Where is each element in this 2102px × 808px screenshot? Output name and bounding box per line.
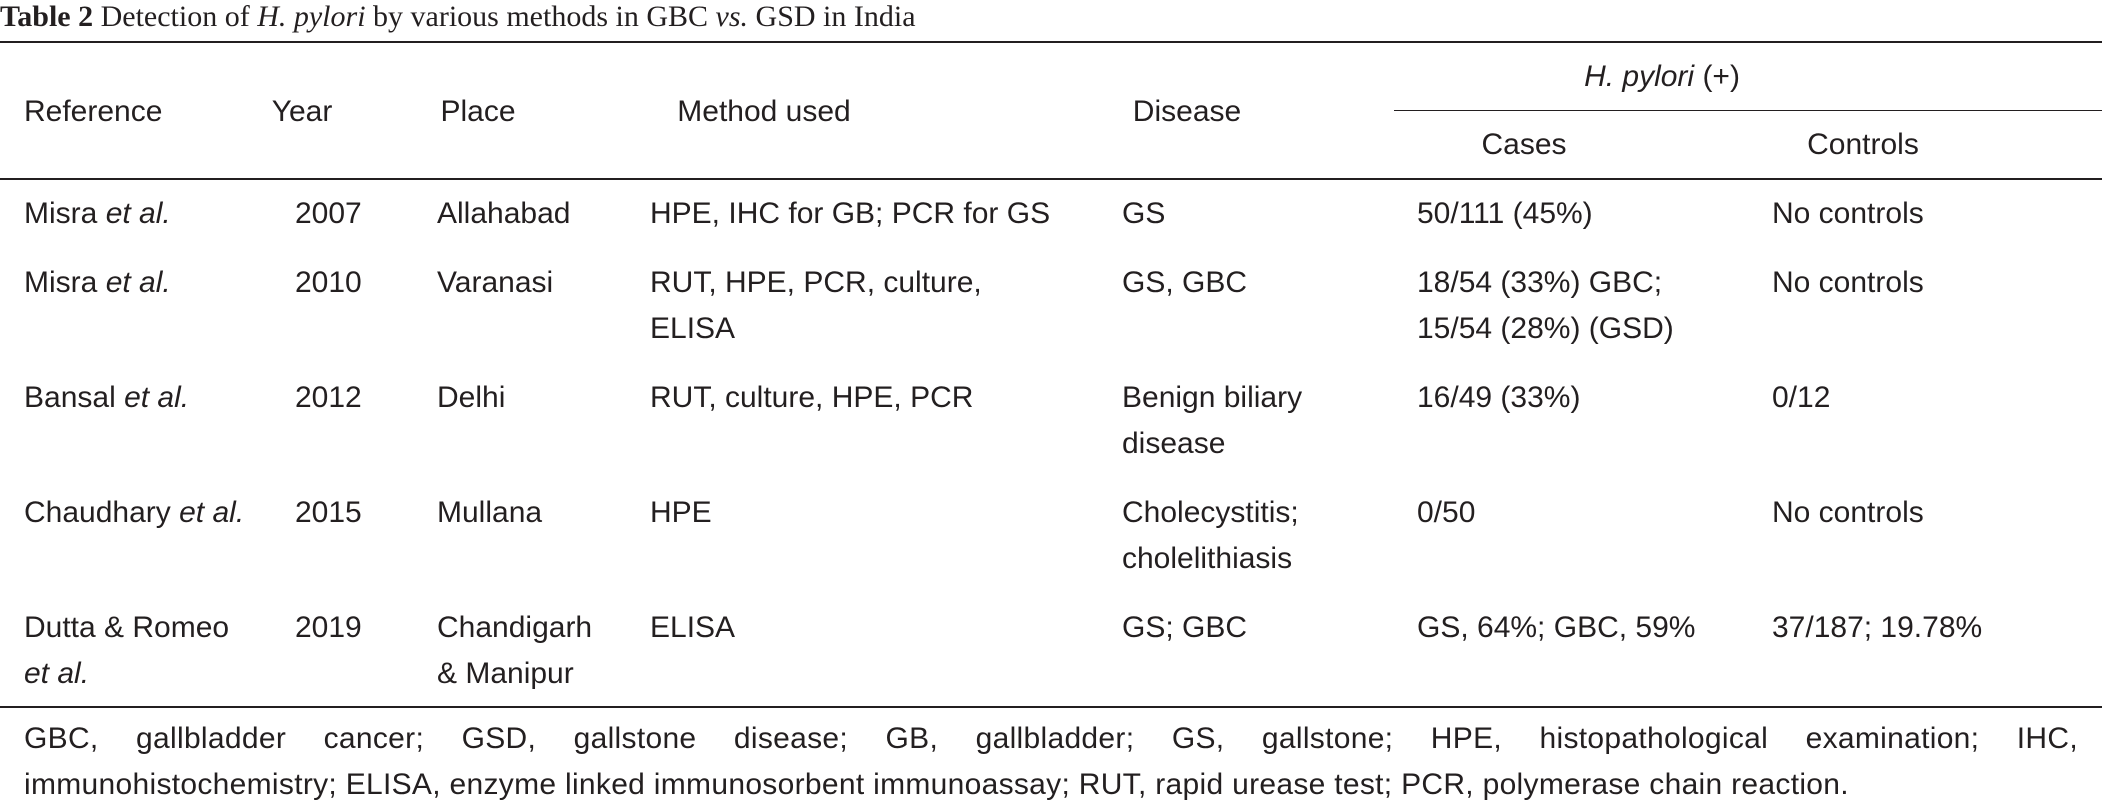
header-method: Method used bbox=[677, 95, 851, 128]
cell-year: 2012 bbox=[295, 381, 362, 414]
cell-controls: No controls bbox=[1772, 496, 1924, 529]
caption-vs: vs. bbox=[715, 0, 749, 33]
cell-controls: 37/187; 19.78% bbox=[1772, 611, 1983, 644]
header-cases: Cases bbox=[1481, 128, 1567, 161]
cell-disease: GS; GBC bbox=[1122, 611, 1248, 644]
cell-cases: 50/111 (45%) bbox=[1417, 197, 1593, 230]
cell-cases: 16/49 (33%) bbox=[1417, 381, 1581, 414]
cell-place: Chandigarh bbox=[437, 611, 593, 644]
cell-cases: GS, 64%; GBC, 59% bbox=[1417, 611, 1696, 644]
header-disease: Disease bbox=[1132, 95, 1242, 128]
cell-reference bbox=[24, 260, 171, 306]
header-controls: Controls bbox=[1807, 128, 1919, 161]
table-label: Table 2 bbox=[0, 0, 94, 33]
reference-author: Dutta & Romeo bbox=[24, 611, 230, 644]
cell-reference bbox=[24, 605, 229, 697]
caption-prefix: Detection of bbox=[100, 0, 250, 33]
cell-controls: No controls bbox=[1772, 266, 1924, 299]
cell-cases: 0/50 bbox=[1417, 496, 1476, 529]
group-header-rule bbox=[1394, 110, 2102, 111]
reference-et-al: et al. bbox=[124, 381, 190, 414]
cell-method: ELISA bbox=[650, 611, 736, 644]
reference-author: Misra bbox=[24, 197, 98, 230]
table-footnote bbox=[24, 716, 2078, 808]
cell-method: RUT, HPE, PCR, culture, bbox=[650, 266, 982, 299]
cell-disease: GS bbox=[1122, 197, 1166, 230]
cell-method: HPE bbox=[650, 496, 712, 529]
header-place: Place bbox=[440, 95, 516, 128]
cell-method: RUT, culture, HPE, PCR bbox=[650, 381, 974, 414]
cell-year: 2007 bbox=[295, 197, 362, 230]
cell-disease: GS, GBC bbox=[1122, 266, 1248, 299]
header-group-suffix: (+) bbox=[1702, 60, 1740, 93]
cell-reference bbox=[24, 490, 244, 536]
reference-author: Misra bbox=[24, 266, 98, 299]
caption-organism: H. pylori bbox=[257, 0, 366, 33]
cell-year: 2010 bbox=[295, 266, 362, 299]
reference-author: Bansal bbox=[24, 381, 116, 414]
cell-disease: Benign biliary bbox=[1122, 381, 1303, 414]
table-caption bbox=[0, 0, 916, 40]
cell-place: Allahabad bbox=[437, 197, 571, 230]
header-reference: Reference bbox=[24, 95, 163, 128]
reference-et-al: et al. bbox=[105, 266, 171, 299]
header-group-organism: H. pylori bbox=[1584, 60, 1695, 93]
reference-et-al: et al. bbox=[179, 496, 245, 529]
cell-controls: No controls bbox=[1772, 197, 1924, 230]
cell-place: Varanasi bbox=[437, 266, 554, 299]
cell-cases: 18/54 (33%) GBC; bbox=[1417, 266, 1663, 299]
table-top-rule bbox=[0, 41, 2102, 43]
caption-middle: by various methods in GBC bbox=[373, 0, 709, 33]
cell-disease: cholelithiasis bbox=[1122, 542, 1293, 575]
cell-place: Mullana bbox=[437, 496, 543, 529]
cell-cases: 15/54 (28%) (GSD) bbox=[1417, 312, 1674, 345]
footnote-line-1: GBC, gallbladder cancer; GSD, gallstone disease; GB, gallbladder; GS, gallstone; HPE, histopathological examination; IHC, bbox=[24, 722, 2078, 755]
cell-controls: 0/12 bbox=[1772, 381, 1831, 414]
caption-suffix: GSD in India bbox=[755, 0, 916, 33]
cell-disease: disease bbox=[1122, 427, 1226, 460]
cell-reference bbox=[24, 191, 171, 237]
cell-reference bbox=[24, 375, 189, 421]
cell-year: 2019 bbox=[295, 611, 362, 644]
reference-et-al: et al. bbox=[24, 657, 90, 690]
header-hpylori-group bbox=[1584, 57, 1740, 97]
cell-method: HPE, IHC for GB; PCR for GS bbox=[650, 197, 1051, 230]
reference-author: Chaudhary bbox=[24, 496, 171, 529]
footnote-line-2: immunohistochemistry; ELISA, enzyme linked immunosorbent immunoassay; RUT, rapid urease test; PCR, polymerase chain reaction. bbox=[24, 768, 1849, 801]
cell-method: ELISA bbox=[650, 312, 736, 345]
reference-et-al: et al. bbox=[105, 197, 171, 230]
cell-place: Delhi bbox=[437, 381, 506, 414]
cell-year: 2015 bbox=[295, 496, 362, 529]
table-bottom-rule bbox=[0, 706, 2102, 708]
cell-place: & Manipur bbox=[437, 657, 574, 690]
header-year: Year bbox=[271, 95, 333, 128]
cell-disease: Cholecystitis; bbox=[1122, 496, 1299, 529]
header-bottom-rule bbox=[0, 178, 2102, 180]
